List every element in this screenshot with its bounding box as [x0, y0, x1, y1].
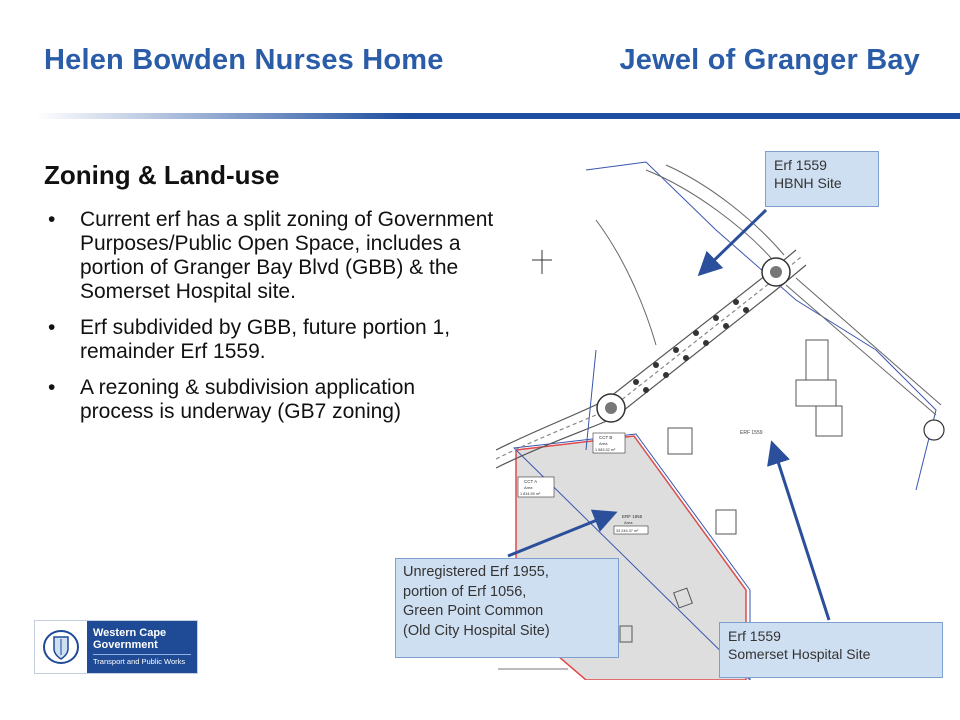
roundabout-west-core [605, 402, 617, 414]
callout-erf-1955-line1: Unregistered Erf 1955, [403, 564, 549, 580]
erf-1955-area-value: 33 245.37 m² [616, 529, 639, 533]
logo-line1: Western Cape [93, 627, 167, 639]
callout-erf-1955-line2: portion of Erf 1056, [403, 583, 527, 600]
callout-hbnh-line2: HBNH Site [774, 175, 842, 191]
logo-text-band [87, 621, 197, 673]
western-cape-government-logo [34, 620, 198, 674]
cct-b-area-label: Area [599, 441, 608, 446]
bullet-text-3: A rezoning & subdivision application process is underway (GB7 zoning) [80, 376, 416, 423]
erf-1955-label: ERF 1955 [622, 514, 643, 519]
bullet-item-2 [44, 316, 494, 364]
bullet-text-1: Current erf has a split zoning of Government Purposes/Public Open Space, includes a portion of Granger Bay Blvd (GBB) & the Somerset Hospital site. [80, 208, 494, 303]
cct-a-label: CCT A [524, 479, 538, 484]
callout-somerset-line2: Somerset Hospital Site [728, 646, 871, 662]
callout-erf-1955-line4: (Old City Hospital Site) [403, 622, 550, 639]
slide-title-left: Helen Bowden Nurses Home [44, 44, 444, 76]
slide-title-right: Jewel of Granger Bay [619, 44, 920, 76]
bullet-marker: • [48, 376, 56, 399]
bullet-item-1 [44, 208, 494, 304]
callout-erf-1955 [395, 558, 619, 658]
cct-b-label: CCT B [599, 435, 613, 440]
bullet-marker: • [48, 316, 56, 339]
bullet-marker: • [48, 208, 56, 231]
bullet-list [44, 208, 494, 436]
logo-line3: Transport and Public Works [93, 654, 191, 667]
road-markers [633, 299, 749, 393]
erf-1955-area-label: Area [624, 520, 633, 525]
bullet-text-2: Erf subdivided by GBB, future portion 1, remainder Erf 1559. [80, 316, 451, 363]
map-label-erf-1559: ERF 1559 [740, 430, 763, 436]
survey-marker [532, 250, 552, 274]
callout-erf-1955-line3: Green Point Common [403, 603, 544, 619]
bullet-item-3 [44, 376, 494, 424]
scale-bar [498, 668, 568, 670]
roundabout-east [924, 420, 944, 440]
callout-hbnh-site [765, 151, 879, 207]
cct-b-area-value: 1 583.32 m² [595, 448, 616, 452]
callout-somerset-site [719, 622, 943, 678]
roundabout-north-core [770, 266, 782, 278]
callout-hbnh-line1: Erf 1559 [774, 157, 827, 173]
logo-line2: Government [93, 639, 158, 651]
cct-a-area-value: 1 834.59 m² [520, 492, 541, 496]
callout-somerset-line1: Erf 1559 [728, 628, 781, 644]
erf-1559-boundary [586, 162, 936, 490]
section-heading: Zoning & Land-use [44, 160, 280, 190]
header-divider [36, 113, 960, 119]
coat-of-arms-icon [35, 621, 87, 673]
cct-a-area-label: Area [524, 485, 533, 490]
